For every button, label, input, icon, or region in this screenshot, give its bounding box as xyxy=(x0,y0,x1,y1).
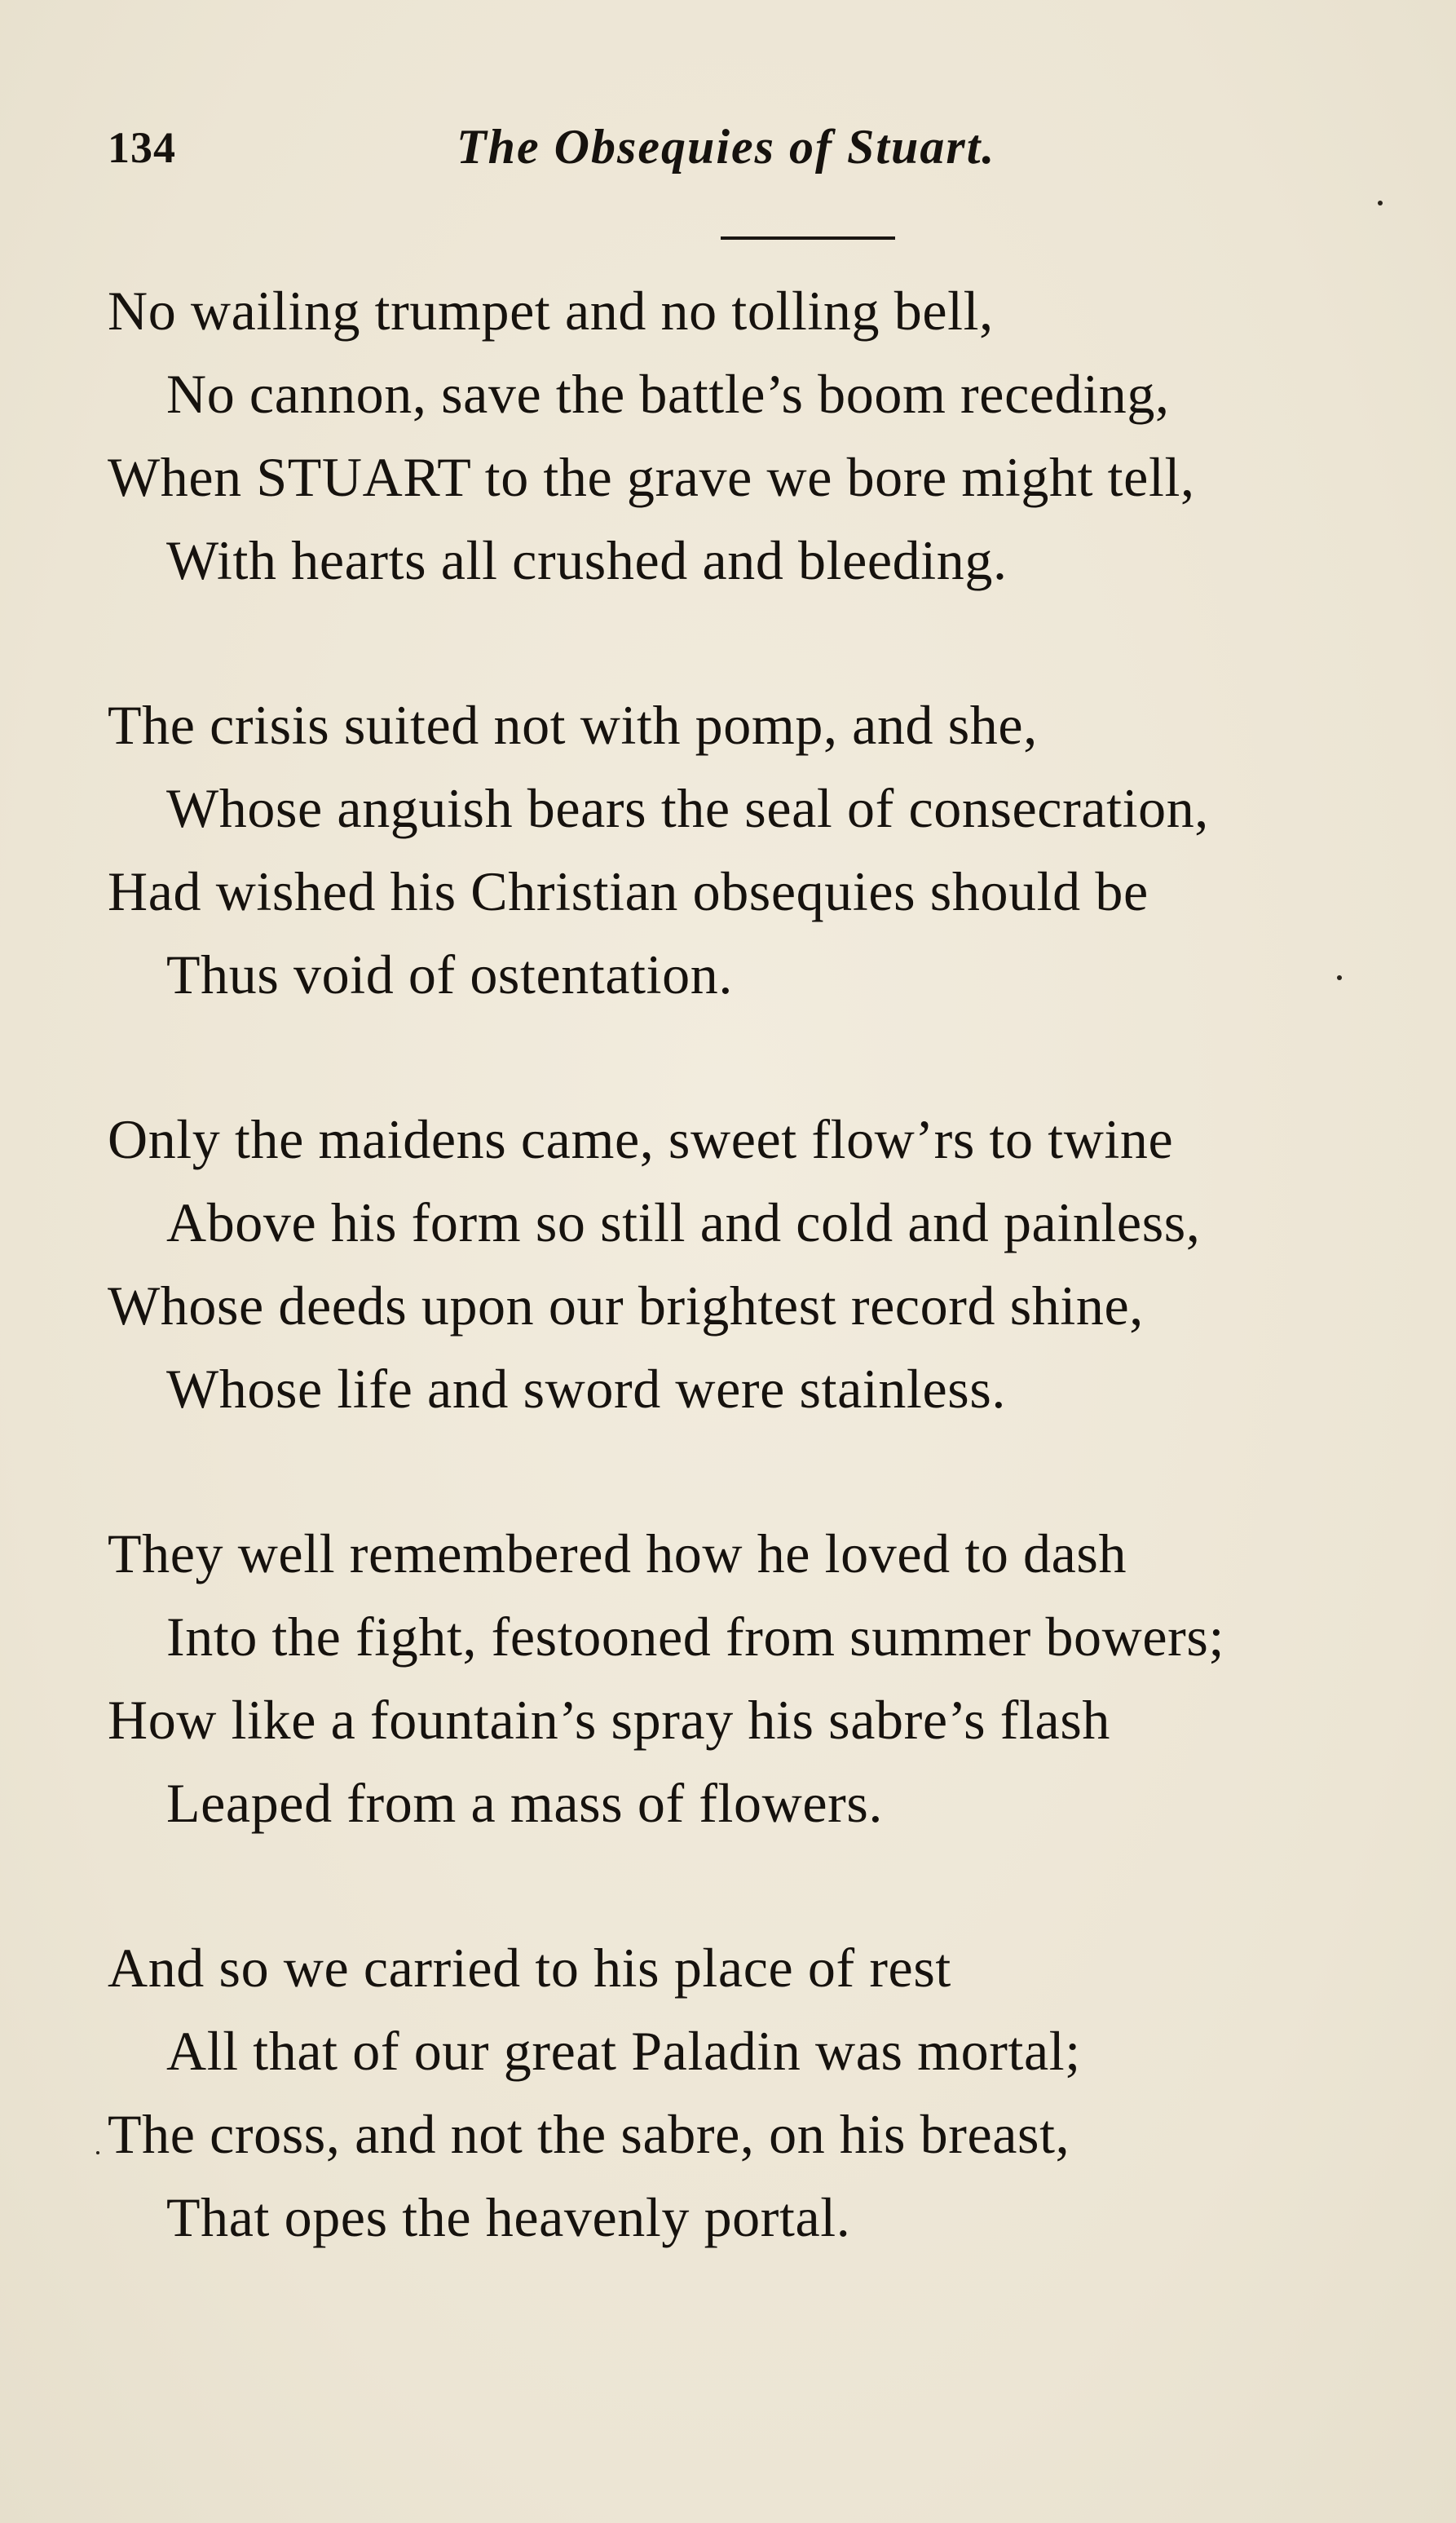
title-rule xyxy=(721,236,895,240)
poem-line: Into the fight, festooned from summer bowers; xyxy=(166,1606,1224,1668)
poem-line: When STUART to the grave we bore might tell, xyxy=(108,446,1195,508)
stanza xyxy=(108,1512,1445,1845)
poem-line: Above his form so still and cold and painless, xyxy=(166,1191,1201,1253)
poem-line: Had wished his Christian obsequies should be xyxy=(108,860,1149,922)
poem-line: Whose life and sword were stainless. xyxy=(166,1358,1006,1420)
ink-speck xyxy=(1337,975,1342,980)
stanza xyxy=(108,1098,1445,1430)
poem-line: Whose anguish bears the seal of consecration, xyxy=(166,777,1209,839)
stanza xyxy=(108,269,1445,602)
page-number: 134 xyxy=(108,123,176,172)
poem-line: Leaped from a mass of flowers. xyxy=(166,1772,884,1834)
poem-line: No wailing trumpet and no tolling bell, xyxy=(108,280,994,342)
running-head xyxy=(0,122,1456,188)
poem-line: Thus void of ostentation. xyxy=(166,943,733,1005)
poem-line: All that of our great Paladin was mortal; xyxy=(166,2020,1081,2082)
ink-speck xyxy=(96,2151,99,2154)
poem xyxy=(108,269,1445,2340)
poem-line: With hearts all crushed and bleeding. xyxy=(166,529,1008,591)
ink-speck xyxy=(1378,201,1383,205)
poem-line: No cannon, save the battle’s boom receding, xyxy=(166,363,1170,425)
poem-line: And so we carried to his place of rest xyxy=(108,1937,951,1999)
stanza xyxy=(108,1926,1445,2259)
poem-line: The cross, and not the sabre, on his breast, xyxy=(108,2103,1070,2165)
running-title: The Obsequies of Stuart. xyxy=(457,120,996,174)
poem-line: Whose deeds upon our brightest record shine, xyxy=(108,1275,1144,1337)
stanza xyxy=(108,683,1445,1016)
poem-line: They well remembered how he loved to dash xyxy=(108,1522,1127,1584)
poem-line: How like a fountain’s spray his sabre’s flash xyxy=(108,1689,1110,1751)
poem-line: The crisis suited not with pomp, and she, xyxy=(108,694,1038,756)
poem-line: Only the maidens came, sweet flow’rs to twine xyxy=(108,1108,1174,1170)
poem-line: That opes the heavenly portal. xyxy=(166,2186,851,2248)
